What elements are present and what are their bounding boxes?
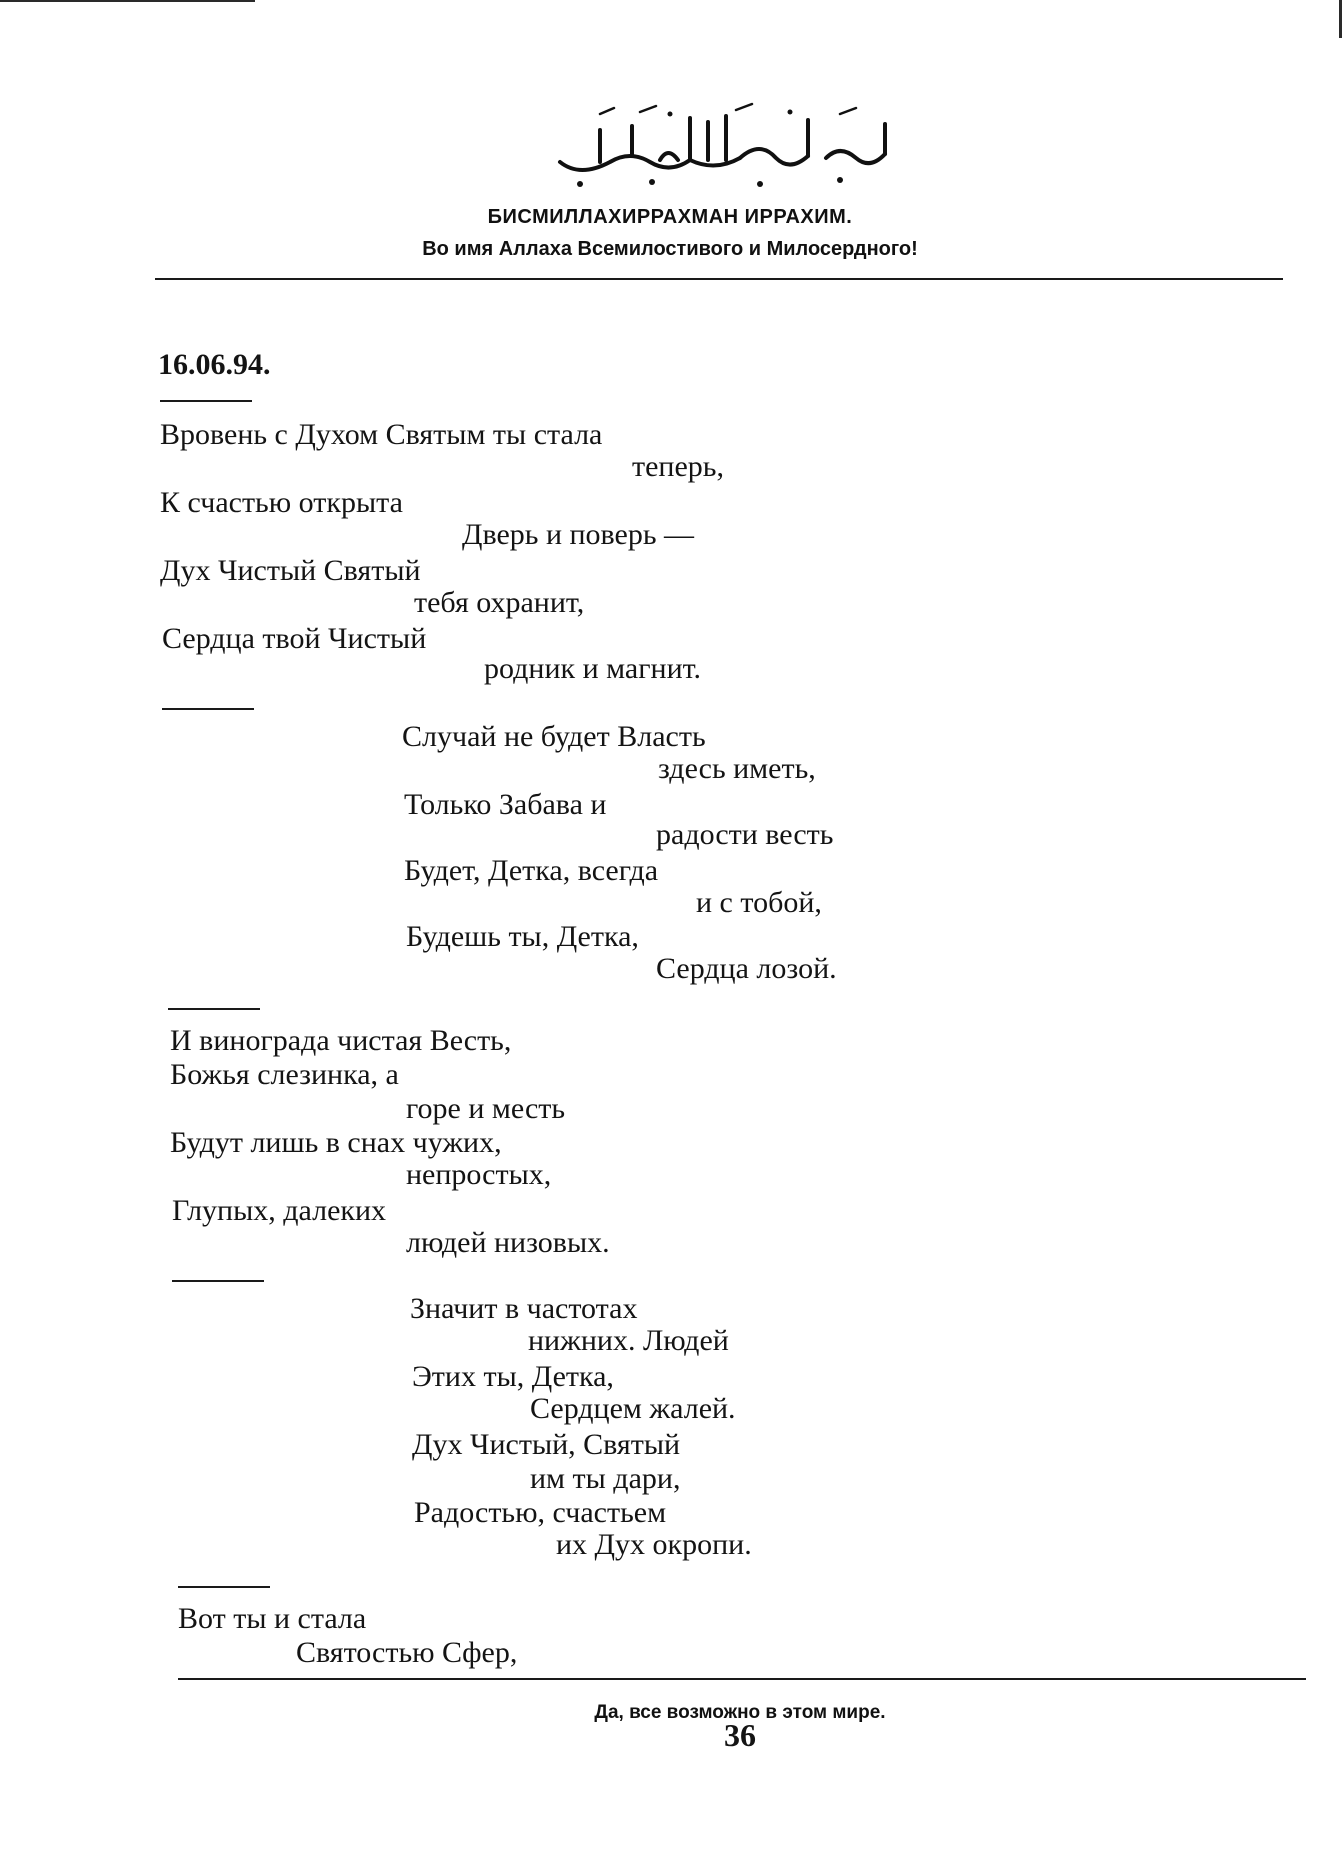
poem-line: Дух Чистый Святый <box>160 554 421 587</box>
poem-line: Будут лишь в снах чужих, <box>170 1126 502 1159</box>
poem-line: Вровень с Духом Святым ты стала <box>160 418 603 451</box>
poem-line: тебя охранит, <box>414 586 585 619</box>
poem-line: радости весть <box>656 818 834 851</box>
stanza-divider <box>178 1586 270 1588</box>
poem-line: и с тобой, <box>696 886 822 919</box>
poem-line: родник и магнит. <box>484 652 702 685</box>
page-number: 36 <box>724 1717 756 1753</box>
poem-line: Вот ты и стала <box>178 1602 367 1635</box>
stanza-divider <box>162 708 254 710</box>
poem-line: теперь, <box>632 450 724 483</box>
poem-line: Будет, Детка, всегда <box>404 854 659 887</box>
header-divider <box>155 278 1283 280</box>
footer-divider <box>178 1678 1306 1680</box>
poem-line: И винограда чистая Весть, <box>170 1024 512 1057</box>
poem-line: непростых, <box>406 1158 552 1191</box>
footer-caption: Да, все возможно в этом мире. <box>594 1702 886 1723</box>
poem-line: Случай не будет Власть <box>402 720 706 753</box>
poem-date: 16.06.94. <box>158 348 271 381</box>
poem-line: Радостью, счастьем <box>414 1496 667 1529</box>
scan-edge-top <box>0 0 255 2</box>
stanza-divider <box>168 1008 260 1010</box>
stanza-divider <box>172 1280 264 1282</box>
poem-line: Этих ты, Детка, <box>412 1360 614 1393</box>
poem-line: людей низовых. <box>406 1226 610 1259</box>
poem-line: нижних. Людей <box>528 1324 729 1357</box>
poem-line: Сердца лозой. <box>656 952 837 985</box>
poem-line: горе и месть <box>406 1092 566 1125</box>
poem-line: Дверь и поверь — <box>462 518 695 551</box>
poem-line: здесь иметь, <box>658 752 816 785</box>
poem-line: Значит в частотах <box>410 1292 638 1325</box>
date-underline <box>160 400 252 402</box>
header-title: БИСМИЛЛАХИРРАХМАН ИРРАХИМ. <box>487 206 853 228</box>
header-subtitle: Во имя Аллаха Всемилостивого и Милосердного! <box>422 238 918 260</box>
poem-line: Божья слезинка, а <box>170 1058 399 1091</box>
poem-line: Будешь ты, Детка, <box>406 920 639 953</box>
bismillah-calligraphy-icon <box>540 100 900 190</box>
poem-line: Дух Чистый, Святый <box>412 1428 681 1461</box>
poem-line: Сердцем жалей. <box>530 1392 736 1425</box>
poem-line: их Дух окропи. <box>556 1528 752 1561</box>
poem-line: Сердца твой Чистый <box>162 622 427 655</box>
poem-line: им ты дари, <box>530 1462 681 1495</box>
poem-line: К счастью открыта <box>160 486 403 519</box>
poem-line: Святостью Сфер, <box>296 1636 518 1669</box>
poem-line: Глупых, далеких <box>172 1194 387 1227</box>
poem-line: Только Забава и <box>404 788 607 821</box>
